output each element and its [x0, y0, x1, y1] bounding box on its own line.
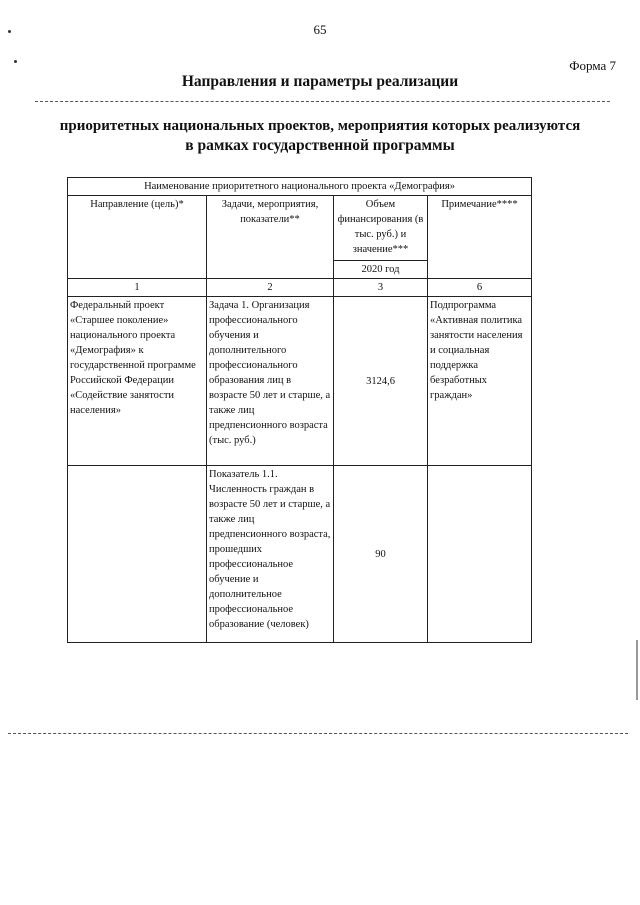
note-cell: Подпрограмма «Активная политика занятости населения и социальная поддержка безработных граждан»	[428, 297, 532, 466]
column-number: 6	[428, 279, 532, 297]
task-cell: Показатель 1.1. Численность граждан в возрасте 50 лет и старше, а также лиц предпенсионного возраста, прошедших профессиональное обучение и дополнительное профессиональное образование (человек)	[207, 466, 334, 643]
table-row	[68, 297, 532, 466]
column-number: 1	[68, 279, 207, 297]
document-title-line-3: в рамках государственной программы	[185, 137, 455, 154]
column-number: 2	[207, 279, 334, 297]
scan-edge-mark	[636, 640, 638, 700]
header-volume: Объем финансирования (в тыс. руб.) и значение***	[334, 196, 428, 261]
value-cell: 90	[334, 466, 428, 643]
header-note: Примечание****	[428, 196, 532, 279]
projects-table	[67, 177, 532, 643]
document-title-line-1: Направления и параметры реализации	[181, 73, 459, 90]
header-tasks: Задачи, мероприятия, показатели**	[207, 196, 334, 279]
value-cell: 3124,6	[334, 297, 428, 466]
page-number: 65	[313, 22, 327, 37]
header-direction: Направление (цель)*	[68, 196, 207, 279]
header-year: 2020 год	[334, 261, 428, 279]
document-title-line-2: приоритетных национальных проектов, мероприятия которых реализуются	[59, 118, 581, 134]
form-label: Форма 7	[569, 58, 616, 73]
note-cell	[428, 466, 532, 643]
scan-artifact-line	[8, 733, 628, 734]
table-row	[68, 466, 532, 643]
scan-artifact-line	[35, 101, 610, 102]
column-number: 3	[334, 279, 428, 297]
direction-cell	[68, 466, 207, 643]
project-title-cell: Наименование приоритетного национального проекта «Демография»	[68, 178, 532, 196]
task-cell: Задача 1. Организация профессионального обучения и дополнительного профессионального образования лиц в возрасте 50 лет и старше, а также лиц предпенсионного возраста (тыс. руб.)	[207, 297, 334, 466]
scan-speck	[8, 30, 11, 33]
direction-cell: Федеральный проект «Старшее поколение» национального проекта «Демография» к государственной программе Российской Федерации «Содействие занятости населения»	[68, 297, 207, 466]
scan-speck	[14, 60, 17, 63]
